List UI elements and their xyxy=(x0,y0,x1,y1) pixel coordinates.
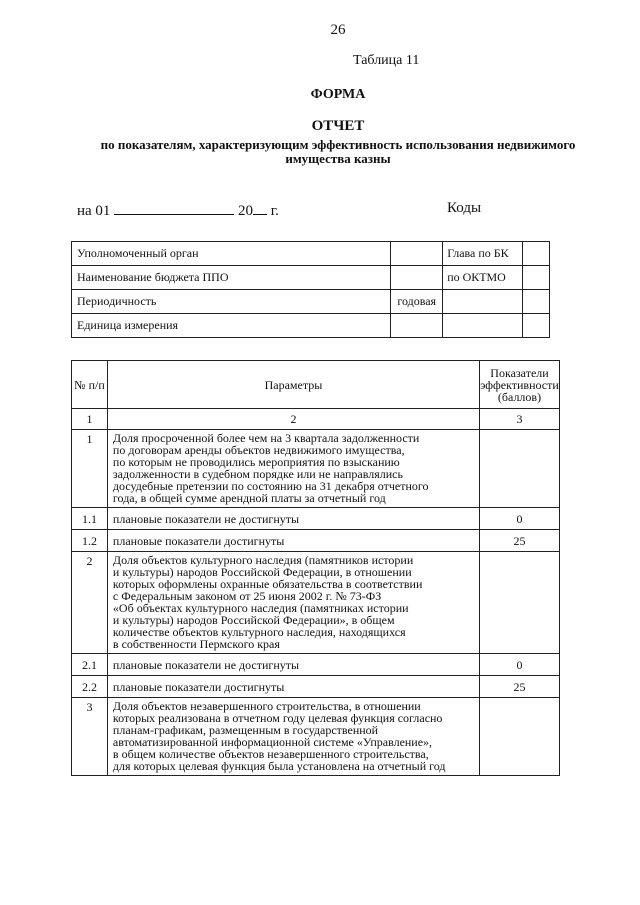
header-row-label: Периодичность xyxy=(72,290,391,314)
parameter-line: планам-графикам, размещенным в государственной xyxy=(112,723,379,737)
table-row xyxy=(72,508,560,530)
parameter-line: плановые показатели достигнуты xyxy=(112,679,285,694)
page-number: 26 xyxy=(330,22,346,38)
row-parameter xyxy=(107,552,479,654)
parameter-line: которых оформлены охранные обязательства в соответствии xyxy=(112,577,423,591)
header-row-label: Уполномоченный орган xyxy=(72,242,391,266)
parameter-line: с Федеральным законом от 25 июня 2002 г. № 73-ФЗ xyxy=(112,589,382,603)
row-score: 25 xyxy=(479,676,559,698)
row-number: 1.1 xyxy=(72,508,108,530)
header-row-code-value xyxy=(523,290,550,314)
parameter-line: плановые показатели не достигнуты xyxy=(112,511,300,526)
header-row-value xyxy=(391,266,443,290)
codes-label: Коды xyxy=(447,200,482,216)
row-parameter xyxy=(107,676,479,698)
report-title: ОТЧЕТ xyxy=(311,118,365,134)
header-num: № п/п xyxy=(72,361,108,409)
parameter-line: и культуры) народов Российской Федерации, в отношении xyxy=(112,565,412,579)
header-table-row xyxy=(72,242,550,266)
header-row-value: годовая xyxy=(391,290,443,314)
report-date-line xyxy=(77,200,279,220)
header-row-value xyxy=(391,242,443,266)
table-row xyxy=(72,698,560,776)
parameter-line: досудебные претензии по состоянию на 31 декабря отчетного xyxy=(112,479,429,493)
parameter-line: по которым не проводились мероприятия по взысканию xyxy=(112,455,400,469)
row-score xyxy=(479,552,559,654)
year-suffix: г. xyxy=(270,203,279,219)
row-parameter xyxy=(107,508,479,530)
row-score xyxy=(479,698,559,776)
parameter-line: Доля объектов незавершенного строительства, в отношении xyxy=(112,699,421,713)
header-row-code-value xyxy=(523,242,550,266)
header-row-code-value xyxy=(523,314,550,338)
parameter-line: Доля объектов культурного наследия (памятников истории xyxy=(112,553,414,567)
year-prefix: 20 xyxy=(237,203,253,219)
row-score: 0 xyxy=(479,508,559,530)
row-number: 2.1 xyxy=(72,654,108,676)
row-number: 1.2 xyxy=(72,530,108,552)
row-score: 0 xyxy=(479,654,559,676)
parameter-line: плановые показатели достигнуты xyxy=(112,533,285,548)
parameter-line: количестве объектов культурного наследия, находящихся xyxy=(112,625,406,639)
header-table-row xyxy=(72,290,550,314)
efficiency-table xyxy=(71,360,560,776)
parameter-line: автоматизированной информационной системе «Управление», xyxy=(112,735,433,749)
table-row xyxy=(72,530,560,552)
parameter-line: по договорам аренды объектов недвижимого имущества, xyxy=(112,443,405,457)
header-row-code-label: по ОКТМО xyxy=(443,266,523,290)
header-row-code-label: Глава по БК xyxy=(443,242,523,266)
year-blank xyxy=(253,200,267,215)
row-parameter xyxy=(107,430,479,508)
header-table xyxy=(71,241,550,338)
table-row xyxy=(72,430,560,508)
table-row xyxy=(72,654,560,676)
parameter-line: плановые показатели не достигнуты xyxy=(112,657,300,672)
table-row xyxy=(72,676,560,698)
parameter-line: Доля просроченной более чем на 3 квартала задолженности xyxy=(112,431,420,445)
row-score xyxy=(479,430,559,508)
column-index-row xyxy=(72,409,560,430)
row-number: 2 xyxy=(72,552,108,654)
header-table-row xyxy=(72,266,550,290)
form-label: ФОРМА xyxy=(310,87,366,102)
column-index: 2 xyxy=(107,409,479,430)
parameter-line: для которых целевая функция была установлена на отчетный год xyxy=(112,759,446,773)
date-blank xyxy=(114,200,234,215)
row-parameter xyxy=(107,654,479,676)
parameter-line: в собственности Пермского края xyxy=(112,637,280,651)
parameter-line: «Об объектах культурного наследия (памятниках истории xyxy=(112,601,409,615)
row-number: 3 xyxy=(72,698,108,776)
header-table-row xyxy=(72,314,550,338)
parameter-line: и культуры) народов Российской Федерации», в общем xyxy=(112,613,395,627)
header-row-label: Наименование бюджета ППО xyxy=(72,266,391,290)
table-label: Таблица 11 xyxy=(353,53,420,68)
header-row-code-label xyxy=(443,314,523,338)
column-index: 3 xyxy=(479,409,559,430)
parameter-line: задолженности в судебном порядке или не направлялись xyxy=(112,467,403,481)
header-row-code-value xyxy=(523,266,550,290)
row-parameter xyxy=(107,530,479,552)
parameter-line: в общем количестве объектов незавершенного строительства, xyxy=(112,747,429,761)
header-params: Параметры xyxy=(107,361,479,409)
row-score: 25 xyxy=(479,530,559,552)
row-number: 1 xyxy=(72,430,108,508)
header-row-label: Единица измерения xyxy=(72,314,391,338)
table-header-row xyxy=(72,361,560,409)
row-parameter xyxy=(107,698,479,776)
parameter-line: года, в общей сумме арендной платы за отчетный год xyxy=(112,491,386,505)
row-number: 2.2 xyxy=(72,676,108,698)
report-subtitle: по показателям, характеризующим эффективность использования недвижимого имущества казны xyxy=(100,137,576,166)
date-prefix: на 01 xyxy=(77,203,111,219)
column-index: 1 xyxy=(72,409,108,430)
header-row-code-label xyxy=(443,290,523,314)
header-score: Показатели эффективности (баллов) xyxy=(479,361,559,409)
header-row-value xyxy=(391,314,443,338)
table-row xyxy=(72,552,560,654)
parameter-line: которых реализована в отчетном году целевая функция согласно xyxy=(112,711,443,725)
